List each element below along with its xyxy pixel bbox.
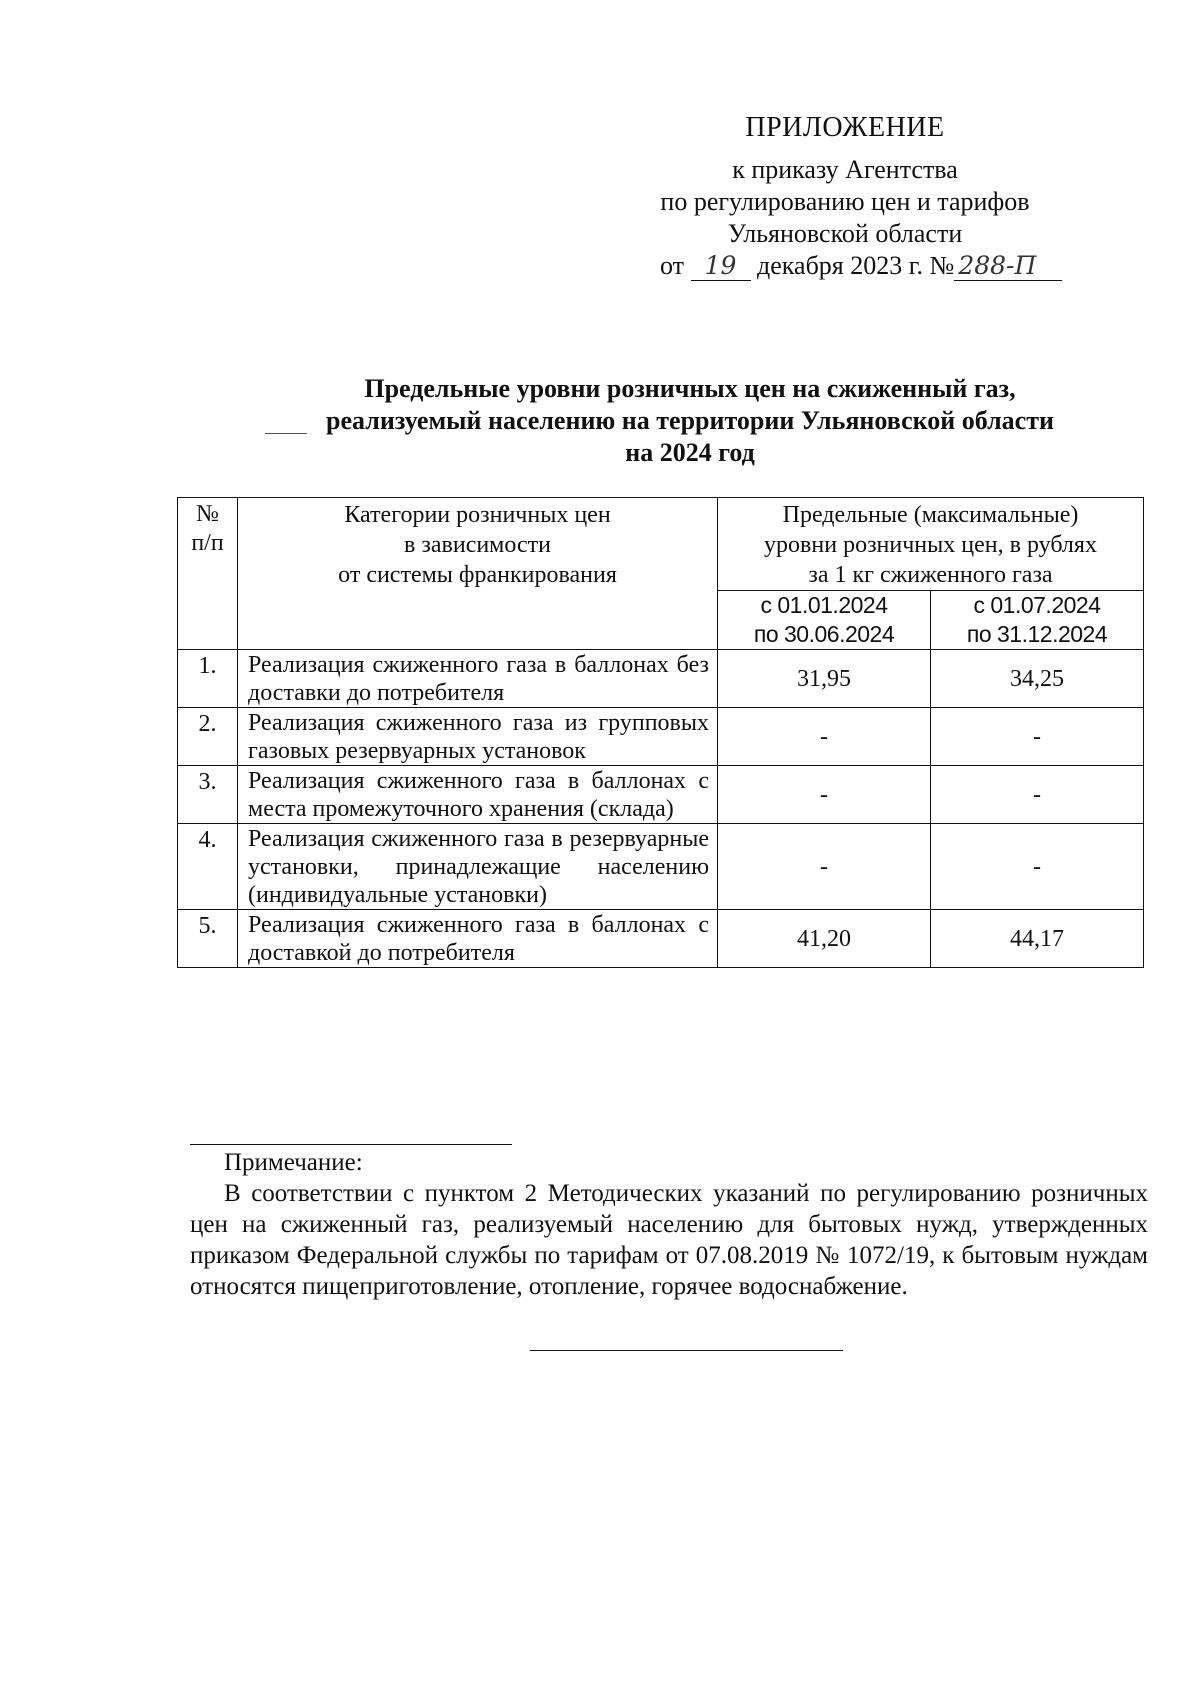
row-price-period-1: 31,95	[718, 650, 931, 708]
period-2-line-2: по 31.12.2024	[966, 621, 1108, 647]
header-category-line-1: Категории розничных цен	[344, 502, 611, 528]
table-row	[178, 824, 1144, 910]
end-rule	[530, 1350, 843, 1351]
header-period-2-cell	[931, 591, 1144, 650]
header-limit-cell	[718, 498, 1144, 591]
heading-line-3: на 2024 год	[625, 438, 755, 467]
table-row	[178, 650, 1144, 708]
footnote-separator	[190, 1144, 512, 1145]
table-row	[178, 910, 1144, 968]
row-price-period-2: 34,25	[931, 650, 1144, 708]
period-2-line-1: с 01.07.2024	[973, 592, 1101, 618]
appendix-block	[660, 112, 1037, 282]
row-category: Реализация сжиженного газа в баллонах с места промежуточного хранения (склада)	[238, 766, 718, 824]
row-price-period-1: -	[718, 708, 931, 766]
row-price-period-1: 41,20	[718, 910, 931, 968]
header-period-1-cell	[718, 591, 931, 650]
row-number: 2.	[178, 708, 238, 766]
row-category: Реализация сжиженного газа из групповых газовых резервуарных установок	[238, 708, 718, 766]
header-num-line-2: п/п	[191, 530, 224, 556]
appendix-line-1: к приказу Агентства	[732, 155, 958, 184]
row-price-period-1: -	[718, 766, 931, 824]
row-number: 1.	[178, 650, 238, 708]
document-heading	[270, 373, 1110, 469]
header-limit-line-2: уровни розничных цен, в рублях	[764, 532, 1097, 558]
table-row	[178, 766, 1144, 824]
header-category-line-2: в зависимости	[404, 532, 551, 558]
appendix-line-2: по регулированию цен и тарифов	[660, 187, 1030, 216]
appendix-date-line	[660, 250, 1037, 282]
header-num-cell	[178, 498, 238, 650]
header-limit-line-1: Предельные (максимальные)	[782, 502, 1079, 528]
handwritten-day: 19	[691, 252, 751, 281]
note-text: В соответствии с пунктом 2 Методических указаний по регулированию розничных цен на сжиженный газ, реализуемый населению для бытовых нужд, утвержденных приказом Федеральной службы по тарифам от 07.08.2019 № 1072/19, к бытовым нуждам относятся пищеприготовление, отопление, горячее водоснабжение.	[190, 1180, 1148, 1300]
row-price-period-2: 44,17	[931, 910, 1144, 968]
table-row	[178, 708, 1144, 766]
row-number: 3.	[178, 766, 238, 824]
header-category-line-3: от системы франкирования	[338, 562, 617, 588]
row-category: Реализация сжиженного газа в баллонах с доставкой до потребителя	[238, 910, 718, 968]
date-middle: декабря 2023 г. №	[757, 251, 955, 280]
note-title: Примечание:	[224, 1149, 363, 1176]
appendix-line-3: Ульяновской области	[727, 219, 963, 248]
price-table	[177, 497, 1144, 968]
handwritten-order-number: 288-П	[954, 252, 1062, 281]
row-price-period-2: -	[931, 766, 1144, 824]
row-price-period-2: -	[931, 824, 1144, 910]
row-number: 4.	[178, 824, 238, 910]
header-num-line-1: №	[196, 501, 219, 527]
heading-line-1: Предельные уровни розничных цен на сжиженный газ,	[364, 374, 1016, 403]
row-price-period-2: -	[931, 708, 1144, 766]
table-header-row	[178, 498, 1144, 591]
appendix-title: ПРИЛОЖЕНИЕ	[745, 112, 945, 143]
row-price-period-1: -	[718, 824, 931, 910]
header-limit-line-3: за 1 кг сжиженного газа	[808, 562, 1053, 588]
row-category: Реализация сжиженного газа в баллонах без доставки до потребителя	[238, 650, 718, 708]
period-1-line-1: с 01.01.2024	[760, 592, 888, 618]
heading-line-2: реализуемый населению на территории Ульяновской области	[326, 406, 1054, 435]
header-category-cell	[238, 498, 718, 650]
period-1-line-2: по 30.06.2024	[753, 621, 895, 647]
row-number: 5.	[178, 910, 238, 968]
date-prefix: от	[660, 251, 685, 280]
row-category: Реализация сжиженного газа в резервуарные установки, принадлежащие населению (индивидуальные установки)	[238, 824, 718, 910]
